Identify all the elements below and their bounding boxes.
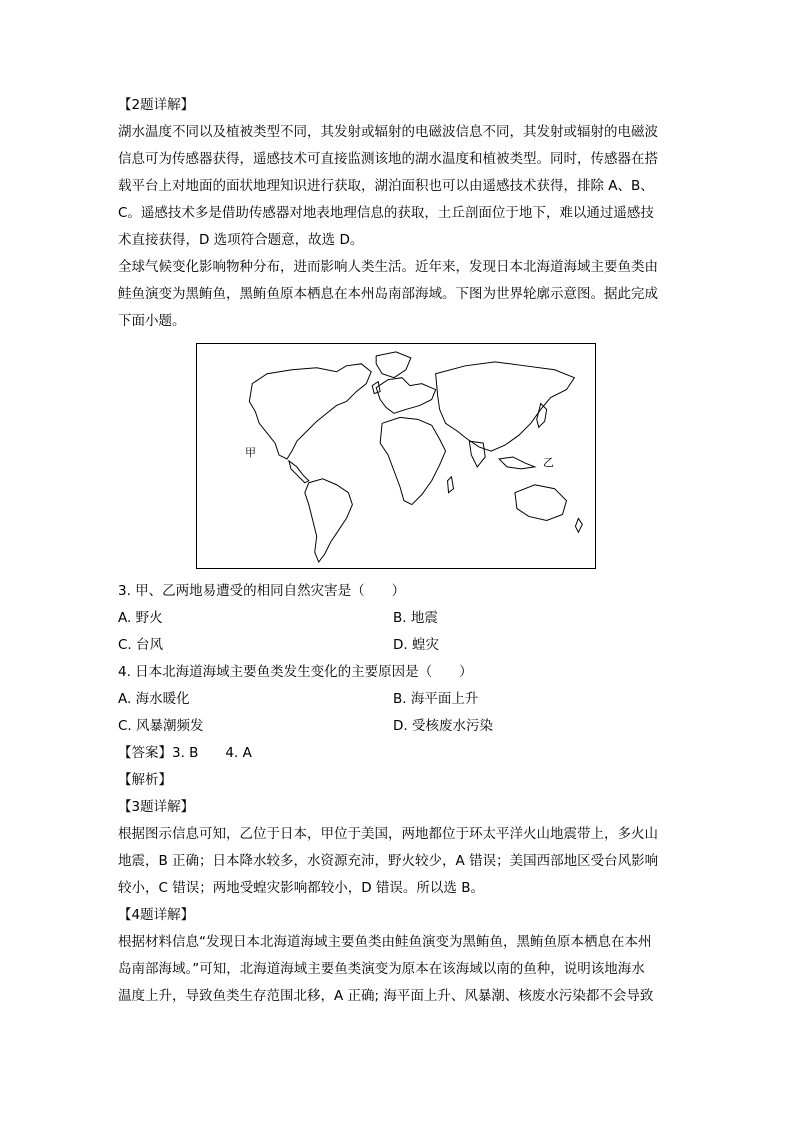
map-label-jia: 甲 <box>245 446 256 459</box>
material-line: 下面小题。 <box>118 313 186 329</box>
australia-outline <box>515 485 567 521</box>
section2-line: C。遥感技术多是借助传感器对地表地理信息的获取，土丘剖面位于地下，难以通过遥感技 <box>118 205 654 221</box>
greenland-outline <box>376 352 411 378</box>
section3-heading: 【3题详解】 <box>118 799 195 815</box>
q4-option-d: D. 受核废水污染 <box>393 718 493 734</box>
q4-option-c: C. 风暴潮频发 <box>118 718 204 734</box>
north-america-outline <box>249 364 371 459</box>
section3-line: 根据图示信息可知，乙位于日本，甲位于美国，两地都位于环太平洋火山地震带上，多火山 <box>118 826 658 842</box>
question-3 <box>118 578 678 659</box>
q3-options-row1 <box>118 605 678 632</box>
material-line: 全球气候变化影响物种分布，进而影响人类生活。近年来，发现日本北海道海域主要鱼类由 <box>118 259 658 275</box>
q4-stem: 4. 日本北海道海域主要鱼类发生变化的主要原因是（ ） <box>118 664 473 680</box>
section3-line: 地震，B 正确；日本降水较多，水资源充沛，野火较少，A 错误；美国西部地区受台风影响 <box>118 853 659 869</box>
q3-option-b: B. 地震 <box>393 610 438 626</box>
q4-options-row1 <box>118 686 678 713</box>
japan-outline <box>537 403 547 427</box>
q4-options-row2 <box>118 713 678 740</box>
world-outline-map <box>196 343 596 569</box>
q3-stem: 3. 甲、乙两地易遭受的相同自然灾害是（ ） <box>118 583 406 599</box>
question-4 <box>118 659 678 740</box>
q3-option-c: C. 台风 <box>118 637 164 653</box>
section3-line: 较小，C 错误；两地受蝗灾影响都较小，D 错误。所以选 B。 <box>118 880 484 896</box>
india-outline <box>469 441 485 467</box>
madagascar-outline <box>448 477 454 493</box>
south-america-outline <box>305 479 353 562</box>
world-map-svg <box>197 344 595 568</box>
map-label-yi: 乙 <box>543 456 554 469</box>
material-line: 鲑鱼演变为黑鲔鱼，黑鲔鱼原本栖息在本州岛南部海域。下图为世界轮廓示意图。据此完成 <box>118 286 658 302</box>
central-america-outline <box>289 461 309 483</box>
section4-line: 岛南部海域。”可知，北海道海域主要鱼类演变为原本在该海域以南的鱼种，说明该地海水 <box>118 961 645 977</box>
asia-outline <box>436 362 575 451</box>
section2-line: 载平台上对地面的面状地理知识进行获取，湖泊面积也可以由遥感技术获得，排除 A、B、 <box>118 178 654 194</box>
southeast-asia-islands-outline <box>499 457 535 469</box>
q3-option-d: D. 蝗灾 <box>393 637 439 653</box>
section4-line: 温度上升，导致鱼类生存范围北移，A 正确; 海平面上升、风暴潮、核废水污染都不会导致 <box>118 988 654 1004</box>
section2-line: 信息可为传感器获得，遥感技术可直接监测该地的湖水温度和植被类型。同时，传感器在搭 <box>118 151 658 167</box>
answer-block <box>118 740 678 1010</box>
europe-outline <box>376 378 435 414</box>
analysis-heading: 【解析】 <box>118 772 172 788</box>
answer-line: 【答案】3. B 4. A <box>118 745 252 761</box>
q3-option-a: A. 野火 <box>118 610 163 626</box>
q4-option-a: A. 海水暖化 <box>118 691 190 707</box>
section2-block <box>118 92 678 254</box>
q4-option-b: B. 海平面上升 <box>393 691 479 707</box>
q3-options-row2 <box>118 632 678 659</box>
section4-line: 根据材料信息“发现日本北海道海域主要鱼类由鲑鱼演变为黑鲔鱼，黑鲔鱼原本栖息在本州 <box>118 934 652 950</box>
material-block <box>118 254 678 335</box>
section2-line: 湖水温度不同以及植被类型不同，其发射或辐射的电磁波信息不同，其发射或辐射的电磁波 <box>118 124 658 140</box>
section4-heading: 【4题详解】 <box>118 907 195 923</box>
section2-line: 术直接获得，D 选项符合题意，故选 D。 <box>118 232 364 248</box>
africa-outline <box>380 417 445 504</box>
new-zealand-outline <box>575 518 582 532</box>
section2-heading: 【2题详解】 <box>118 97 195 113</box>
